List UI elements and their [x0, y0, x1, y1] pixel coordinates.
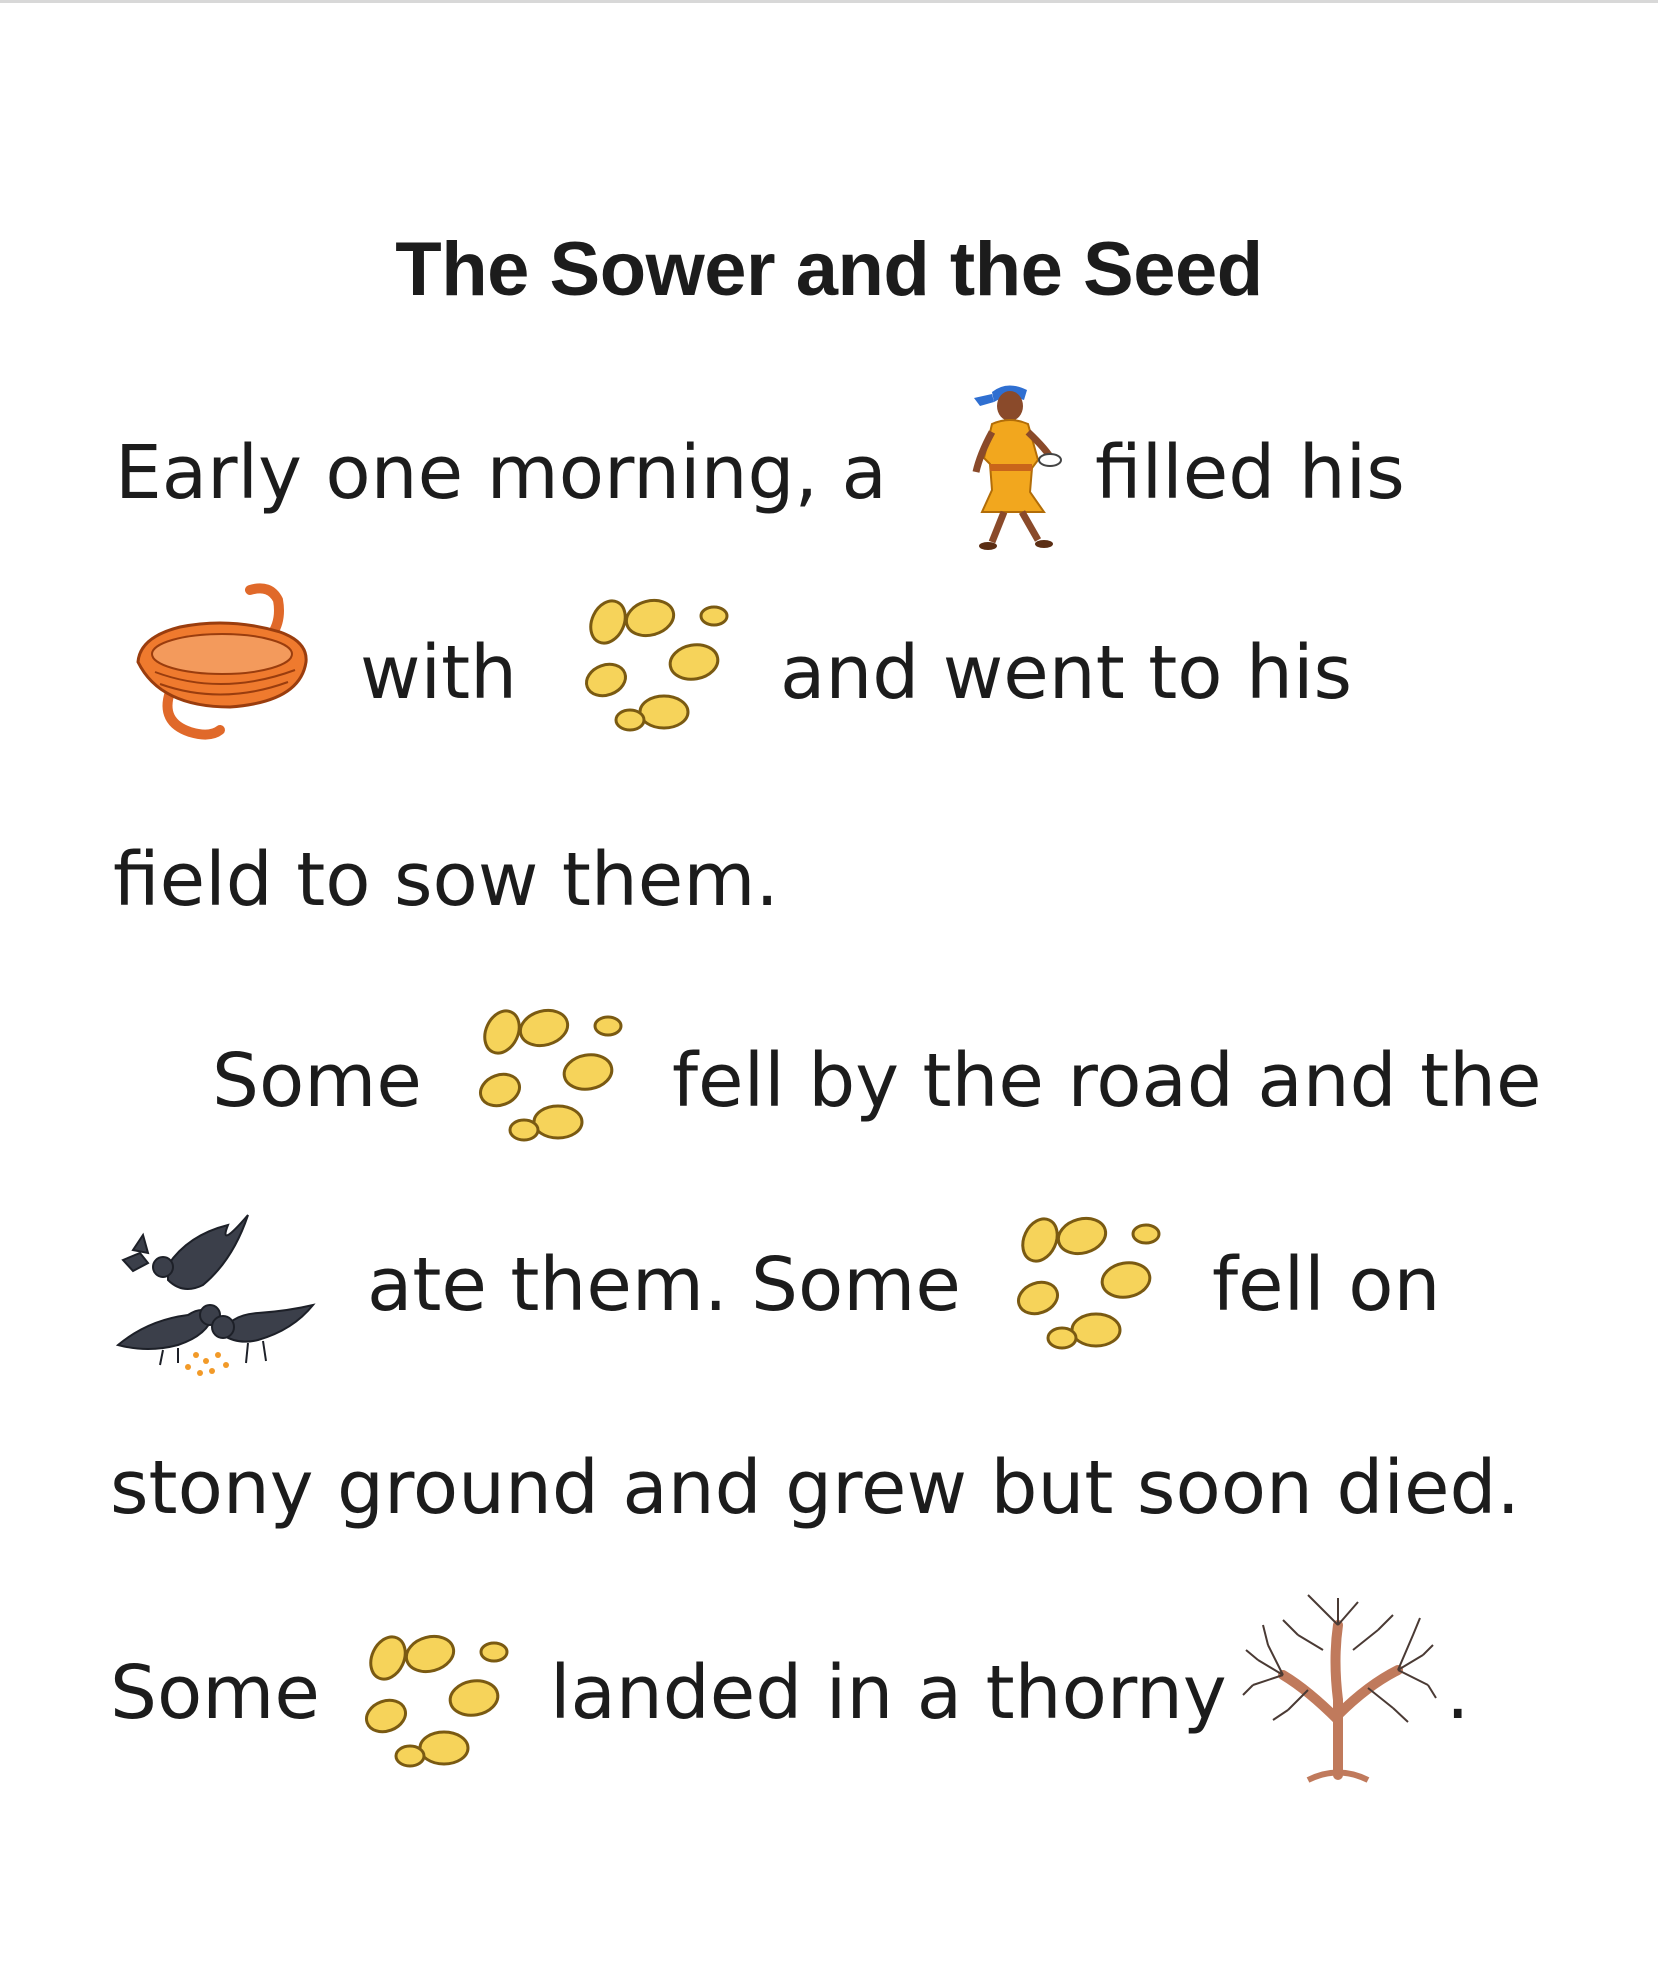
text-segment: Some — [110, 1650, 320, 1736]
text-segment: and went to his — [780, 630, 1353, 716]
page-title: The Sower and the Seed — [395, 227, 1263, 312]
sower-picture — [952, 372, 1062, 557]
seeds-picture — [358, 1628, 518, 1778]
text-segment: Early one morning, a — [115, 430, 887, 516]
text-segment: stony ground and grew but soon died. — [110, 1445, 1520, 1531]
text-segment: field to sow them. — [113, 837, 779, 923]
text-segment: fell by the road and the — [672, 1038, 1542, 1124]
basket-picture — [130, 582, 315, 747]
text-segment: Some — [212, 1038, 422, 1124]
birds-picture — [108, 1205, 323, 1380]
seeds-picture — [578, 592, 738, 742]
text-segment: fell on — [1212, 1242, 1441, 1328]
seeds-picture — [472, 1002, 632, 1152]
text-segment: filled his — [1095, 430, 1405, 516]
text-segment: ate them. Some — [367, 1242, 961, 1328]
text-segment: . — [1446, 1650, 1470, 1736]
seeds-picture — [1010, 1210, 1170, 1360]
thorn-bush-picture — [1238, 1590, 1438, 1790]
text-segment: landed in a thorny — [550, 1650, 1227, 1736]
text-segment: with — [360, 630, 517, 716]
